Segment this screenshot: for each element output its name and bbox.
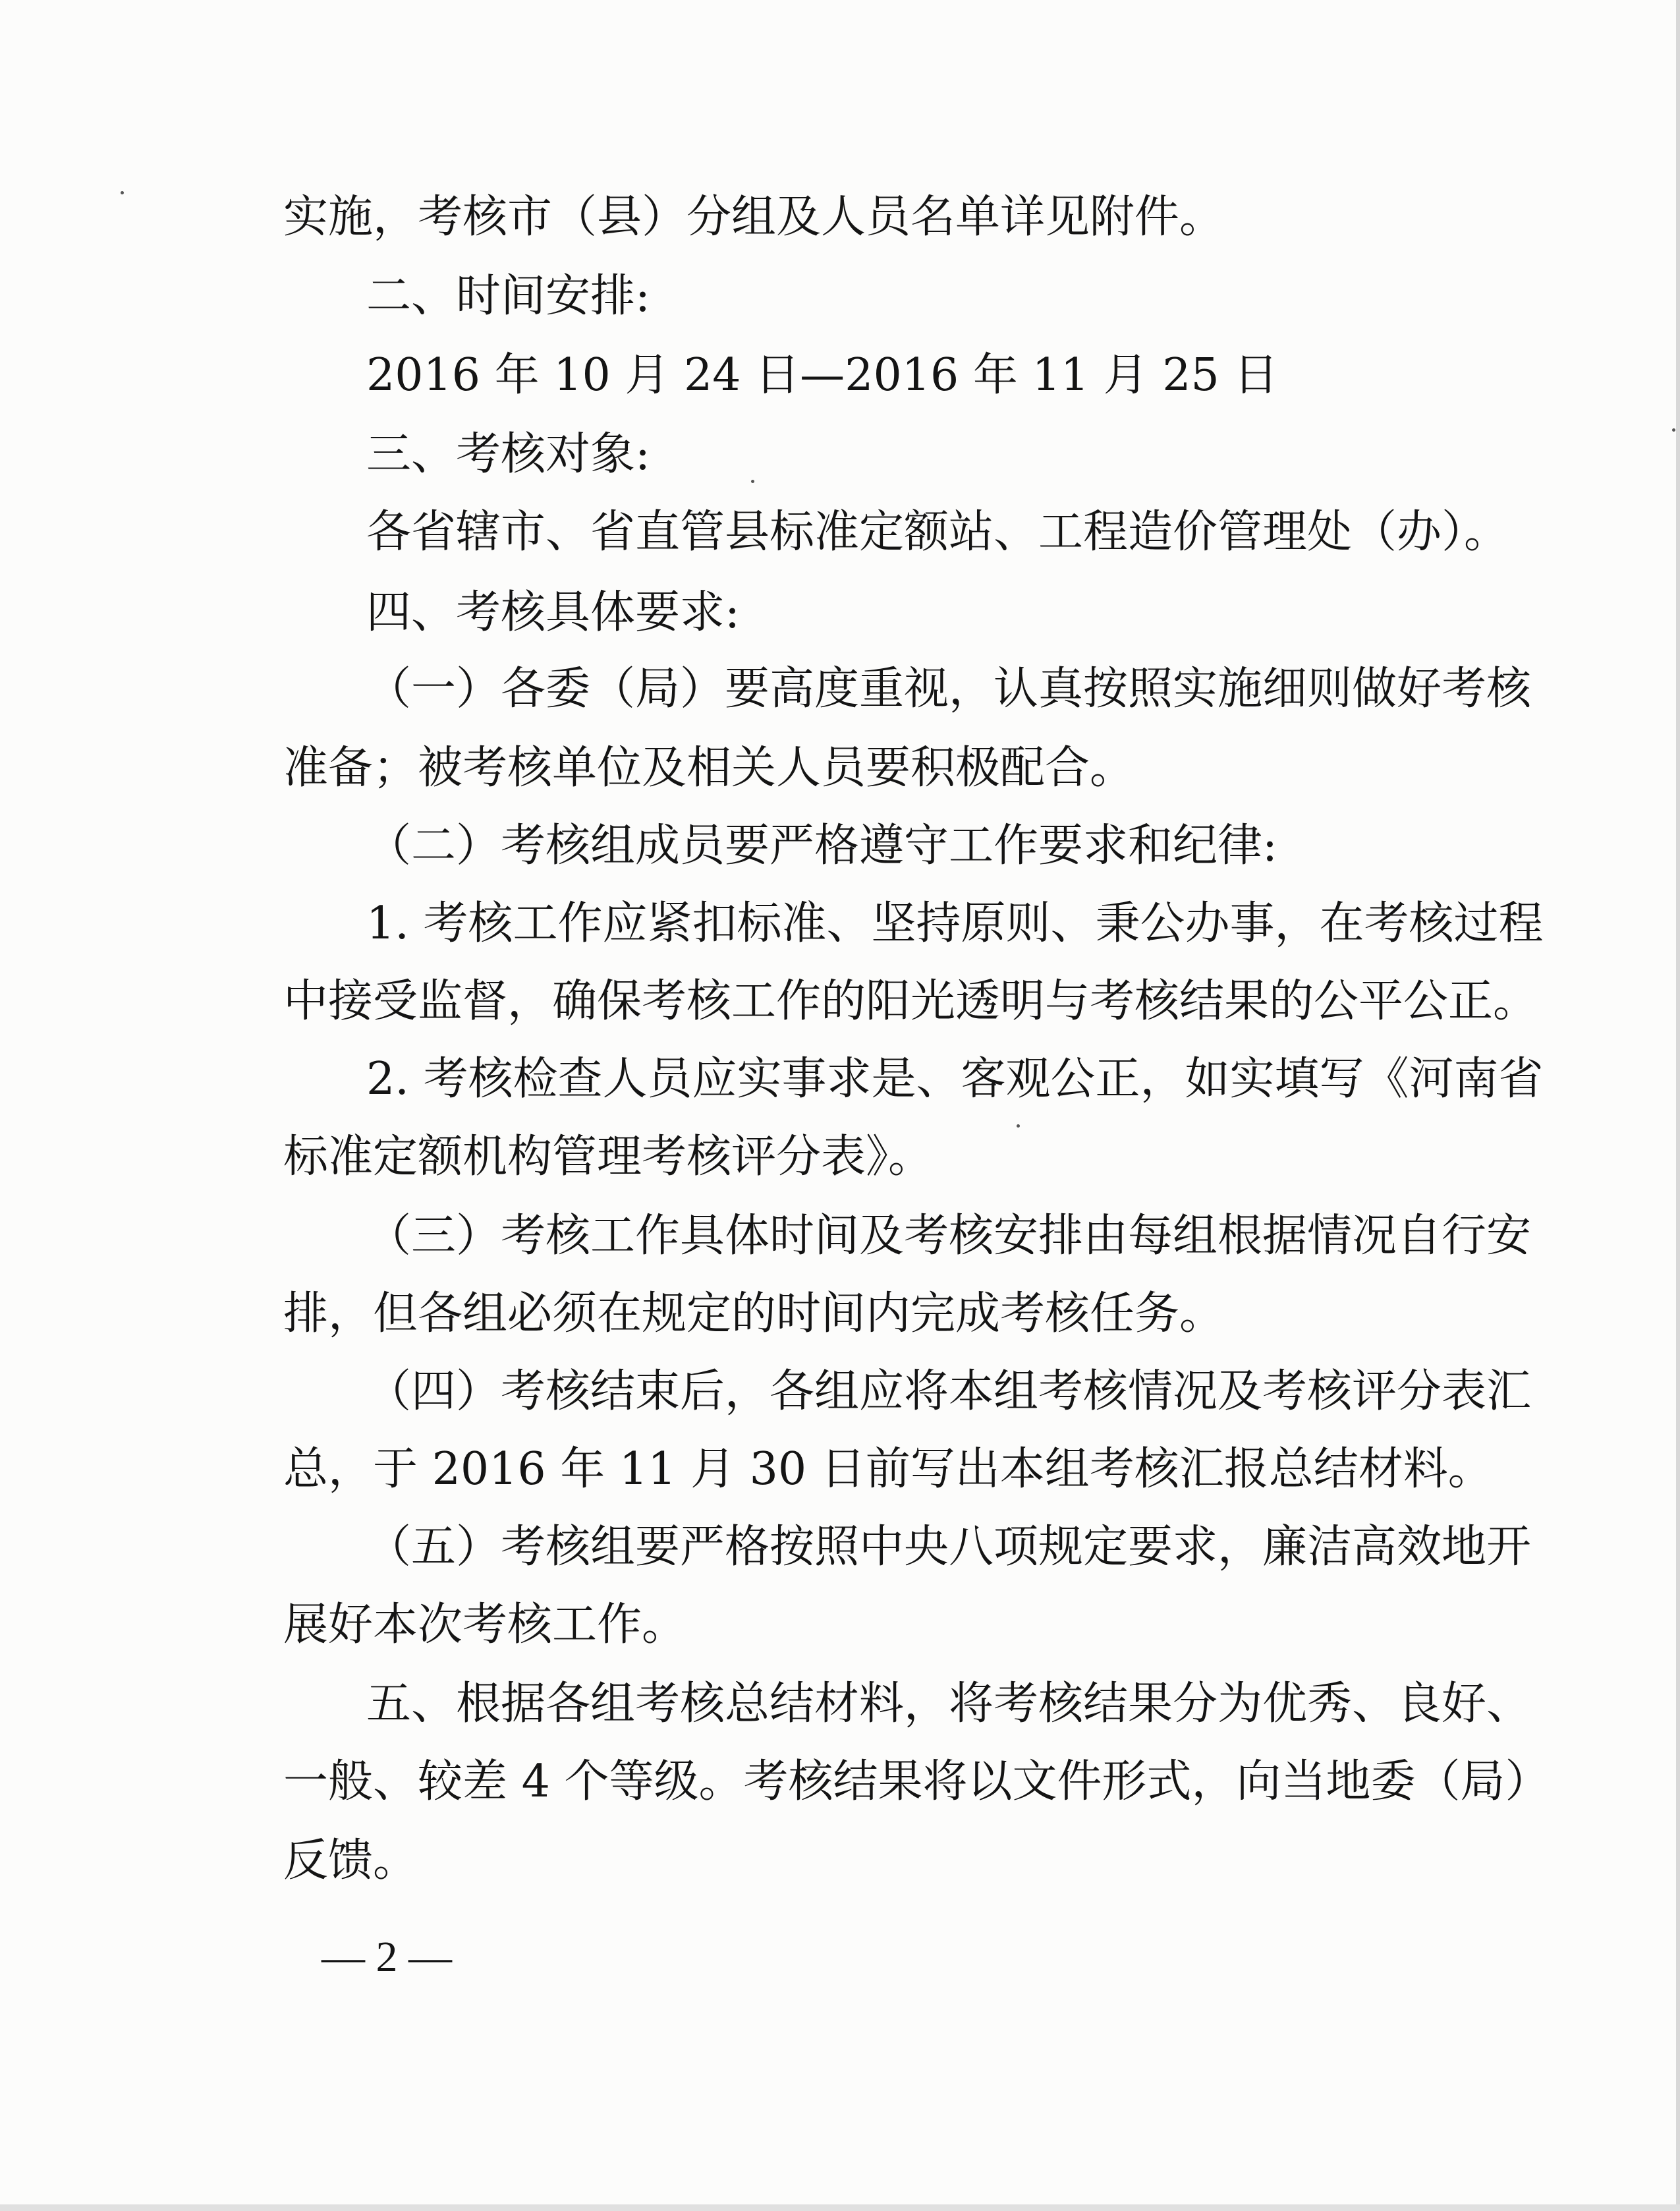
section-heading: 三、考核对象: — [366, 428, 650, 480]
body-line: （五）考核组要严格按照中央八项规定要求，廉洁高效地开 — [366, 1521, 1532, 1573]
body-line: （三）考核工作具体时间及考核安排由每组根据情况自行安 — [366, 1210, 1532, 1262]
body-line: （二）考核组成员要严格遵守工作要求和纪律: — [366, 820, 1277, 872]
body-line: （四）考核结束后，各组应将本组考核情况及考核评分表汇 — [366, 1365, 1532, 1418]
scan-speck — [1017, 1124, 1020, 1128]
body-line: 各省辖市、省直管县标准定额站、工程造价管理处（办）。 — [366, 506, 1509, 558]
body-line: 中接受监督，确保考核工作的阳光透明与考核结果的公平公正。 — [283, 975, 1538, 1027]
body-line: 2. 考核检查人员应实事求是、客观公正，如实填写《河南省 — [366, 1053, 1544, 1105]
page-number: — 2 — — [322, 1933, 452, 1981]
body-line: 排，但各组必须在规定的时间内完成考核任务。 — [283, 1288, 1225, 1340]
body-line: 1. 考核工作应紧扣标准、坚持原则、秉公办事，在考核过程 — [366, 898, 1544, 950]
section-heading: 四、考核具体要求: — [366, 587, 740, 639]
body-line: 一般、较差 4 个等级。考核结果将以文件形式，向当地委（局） — [283, 1756, 1550, 1808]
body-line: 2016 年 10 月 24 日—2016 年 11 月 25 日 — [366, 349, 1279, 401]
section-heading: 五、根据各组考核总结材料，将考核结果分为优秀、良好、 — [366, 1678, 1532, 1730]
body-line: （一）各委（局）要高度重视，认真按照实施细则做好考核 — [366, 663, 1532, 715]
scan-edge — [0, 2204, 1680, 2211]
body-line: 准备；被考核单位及相关人员要积极配合。 — [283, 742, 1135, 794]
body-line: 展好本次考核工作。 — [283, 1599, 687, 1651]
body-line: 实施，考核市（县）分组及人员名单详见附件。 — [283, 191, 1225, 243]
body-line: 标准定额机构管理考核评分表》。 — [283, 1131, 934, 1183]
section-heading: 二、时间安排: — [366, 270, 650, 322]
body-line: 反馈。 — [283, 1835, 418, 1887]
body-line: 总，于 2016 年 11 月 30 日前写出本组考核汇报总结材料。 — [283, 1443, 1493, 1495]
